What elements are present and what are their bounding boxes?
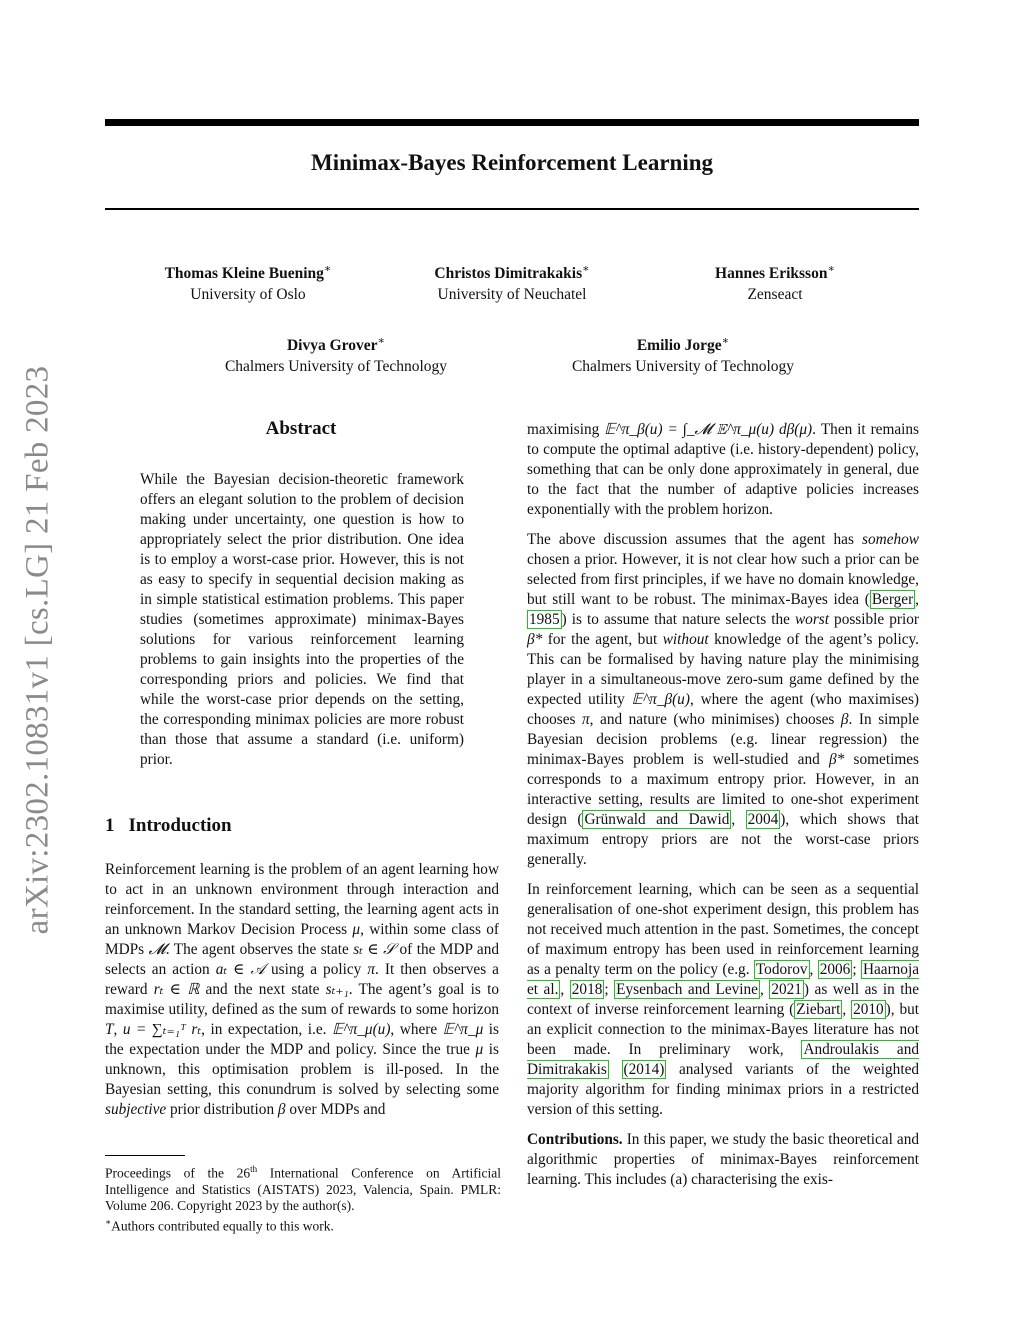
citation-year: (2014) [623,1061,665,1078]
paper-title: Minimax-Bayes Reinforcement Learning [310,150,714,175]
math-mdp-class: 𝓜 [148,941,166,958]
citation-link[interactable] [769,980,804,999]
text-run: , where the agent (who maximises) chooses [527,691,919,728]
citation-author: Todorov [755,961,808,978]
text-run: , and nature (who minimises) chooses [589,711,841,728]
citation-link[interactable] [570,980,605,999]
footnote-text: Proceedings of the 26 [105,1165,251,1181]
arxiv-stamp [5,355,71,945]
text-run: , in expectation, i.e. [201,1021,332,1038]
math-expected-utility: 𝔼^π_β(u) [631,691,690,708]
text-run: , [842,1001,852,1018]
author-affiliation: Chalmers University of Technology [571,358,795,375]
equal-contribution-mark: ∗ [721,334,730,347]
text-run: , [915,591,919,608]
text-run: , [759,981,770,998]
section-number: 1 [105,815,115,836]
text-run: ) is to assume that nature selects the [561,611,795,628]
math-bayes-utility: 𝔼^π_β(u) = ∫_𝓜 𝔼^π_μ(u) dβ(μ) [604,421,813,438]
text-run: , [731,811,746,828]
emphasis: without [662,631,709,648]
text-run: of the MDP and selects an action [105,941,499,978]
math-policy: π [367,961,375,978]
text-run: over MDPs and [285,1101,386,1118]
footnote [105,1161,501,1234]
math-worst-prior: β* [829,751,845,768]
abstract-heading: Abstract [265,418,337,439]
math-mu: μ [475,1041,484,1058]
math-next-state: sₜ₊₁ [325,981,349,998]
equal-contribution-mark: ∗ [582,262,590,275]
citation-link[interactable] [794,1000,842,1019]
author-name: Divya Grover [286,337,378,354]
citation-year: 2018 [571,981,603,998]
emphasis: subjective [105,1101,167,1118]
text-run: for the agent, but [542,631,663,648]
math-prior: β [277,1101,286,1118]
text-run: sometimes corresponds to a maximum entropy prior. However, in an interactive setting, results are limited to one-shot experiment design ( [527,751,919,828]
equal-contribution-mark: ∗ [323,262,332,275]
text-run: ), but an explicit connection to the minimax-Bayes literature has not been made. In preliminary work, [527,1001,919,1058]
text-run: knowledge of the agent’s policy. This can be formalised by having nature play the minimising player in a simultaneous-move zero-sum game defined by the expected utility [527,631,919,708]
paragraph [527,420,919,520]
footnote-text: International Conference on Artificial Intelligence and Statistics (AISTATS) 2023, Valencia, Spain. PMLR: Volume 206. Copyright 2023 by the author(s). [105,1165,501,1213]
author-name: Hannes Eriksson [715,265,828,282]
equal-contribution-mark: ∗ [827,262,835,275]
math-worst-prior: β* [527,631,543,648]
text-run: , where [390,1021,443,1038]
text-run: Reinforcement learning is the problem of an agent learning how to act in an unknown environment through interaction and reinforcement. In the standard setting, the learning agent acts in an unknown Markov Decision Process [105,861,499,938]
citation-author: Grünwald and Dawid [584,811,730,828]
text-run: chosen a prior. However, it is not clear how such a prior can be selected from first principles, if we have no domain knowledge, but still want to be robust. The minimax-Bayes idea ( [527,551,919,608]
citation-link[interactable] [818,960,853,979]
emphasis: worst [794,611,829,628]
citation-author: Androulakis and Dimitrakakis [527,1041,919,1078]
author-block [196,335,476,377]
math-utility: u = ∑ₜ₌₁ᵀ rₜ [122,1021,202,1038]
text-run: . The agent observes the state [165,941,354,958]
math-reward: rₜ ∈ ℝ [153,981,200,998]
citation-author: Berger [871,591,914,608]
author-name: Emilio Jorge [636,337,722,354]
text-run: In this paper, we study the basic theoretical and algorithmic properties of minimax-Bayes reinforcement learning. This includes (a) characterising the exis- [527,1131,919,1188]
text-run: In reinforcement learning, which can be seen as a sequential generalisation of one-shot experiment design, this problem has not received much attention in the past. Sometimes, the concept of maximum entropy has been used in reinforcement learning as a penalty term on the policy (e.g. [527,881,919,978]
text-run: possible prior [828,611,919,628]
citation-link[interactable] [746,810,781,829]
author-block [130,263,366,305]
math-prior: β [840,711,849,728]
citation-author: Eysenbach and Levine [616,981,758,998]
math-action: aₜ ∈ 𝒜 [215,961,265,978]
paragraph [527,530,919,870]
citation-link[interactable] [754,960,810,979]
math-mu: μ [352,921,361,938]
author-affiliation: Chalmers University of Technology [224,358,448,375]
citation-link[interactable] [582,810,731,829]
citation-year: 2021 [771,981,802,998]
emphasis: somehow [862,531,919,548]
footnote-mark: ∗ [105,1216,112,1227]
author-name: Christos Dimitrakakis [434,265,583,282]
citation-link[interactable] [851,1000,886,1019]
text-run: is unknown, this optimisation problem is ill-posed. In the Bayesian setting, this conundrum is solved by selecting some [105,1041,499,1098]
citation-link[interactable] [527,610,562,629]
citation-author: Haarnoja et al. [527,961,919,998]
text-run: prior distribution [166,1101,278,1118]
text-run: . In simple Bayesian decision problems (e.g. linear regression) the minimax-Bayes problem is well-studied and [527,711,919,768]
paragraph-heading: Contributions. [527,1131,623,1148]
text-run: ; [604,981,615,998]
text-run: ) as well as in the context of inverse reinforcement learning ( [527,981,919,1018]
text-run: . The agent’s goal is to maximise utility, defined as the sum of rewards to some horizon [105,981,499,1018]
author-block [394,263,630,305]
text-run: , within some class of MDPs [105,921,499,958]
author-affiliation: University of Neuchatel [437,286,587,303]
text-run: and the next state [199,981,326,998]
math-expected-utility: 𝔼^π_μ(u) [331,1021,391,1038]
text-run: ; [852,961,861,978]
citation-link[interactable] [614,980,760,999]
author-block [543,335,823,377]
math-state: sₜ ∈ 𝒮 [353,941,396,958]
right-column [527,420,919,1200]
title-bottom-rule [105,208,919,210]
citation-year: 1985 [529,611,560,628]
text-run: is the expectation under the MDP and policy. Since the true [105,1021,500,1058]
section-title: Introduction [128,815,232,836]
arxiv-stamp-text: arXiv:2302.10831v1 [cs.LG] 21 Feb 2023 [19,365,56,935]
text-run: . Then it remains to compute the optimal adaptive (i.e. history-dependent) policy, something that can be only done approximately in general, due to the fact that the number of adaptive policies increases exponentially with the problem horizon. [527,421,920,518]
citation-year: 2010 [853,1001,884,1018]
equal-contribution-mark: ∗ [377,334,386,347]
title-top-rule [105,119,919,126]
paragraph [527,880,919,1120]
text-run: , [560,981,570,998]
citation-link[interactable] [622,1060,667,1079]
text-run: ), which shows that maximum entropy priors are not the worst-case priors generally. [527,811,920,868]
citation-year: 2004 [747,811,779,828]
text-run: maximising [527,421,605,438]
author-name: Thomas Kleine Buening [164,265,324,282]
math-policy: π [581,711,590,728]
footnote-sup: th [250,1164,258,1174]
citation-author: Ziebart [796,1001,841,1018]
paragraph [527,1130,919,1190]
citation-link[interactable] [870,590,915,609]
math-expectation: 𝔼^π_μ [442,1021,484,1038]
text-run: . It then observes a reward [105,961,499,998]
author-block [657,263,893,305]
text-run: , [809,961,818,978]
text-run: The above discussion assumes that the agent has [527,531,863,548]
author-affiliation: University of Oslo [190,286,306,303]
text-run: using a policy [265,961,368,978]
text-run: analysed variants of the weighted majority algorithm for finding minimax priors in a restricted version of this setting. [527,1061,920,1118]
intro-paragraph: Reinforcement learning is the problem of an agent learning how to act in an unknown environment through interaction and reinforcement. In the standard setting, the learning agent acts in an unknown Markov Decision Process μ, within some class of MDPs 𝓜. The agent observes the state sₜ ∈ 𝒮 of the MDP and selects an action aₜ ∈ 𝒜 using a policy π. It then observes a reward rₜ ∈ ℝ and the next state sₜ₊₁. The agent’s goal is to maximise utility, defined as the sum of rewards to some horizon T, u = ∑ₜ₌₁ᵀ rₜ, in expectation, i.e. 𝔼^π_μ(u), where 𝔼^π_μ is the expectation under the MDP and policy. Since the true μ is unknown, this optimisation problem is ill-posed. In the Bayesian setting, this conundrum is solved by selecting some subjective prior distribution β over MDPs and [105,861,500,1118]
citation-year: 2006 [819,961,851,978]
footnote-text: Authors contributed equally to this work. [111,1218,334,1233]
footnote-rule [105,1155,185,1156]
section-heading [105,815,232,837]
text-run [609,1061,622,1078]
math-horizon: T [105,1021,114,1038]
author-affiliation: Zenseact [747,286,803,303]
abstract-text: While the Bayesian decision-theoretic framework offers an elegant solution to the problem of decision making under uncertainty, one question is how to appropriately select the prior distribution. One idea is to employ a worst-case prior. However, this is not as easy to specify in sequential decision making as in simple statistical estimation problems. This paper studies (sometimes approximate) minimax-Bayes solutions for various reinforcement learning problems to gain insights into the properties of the corresponding priors and policies. We find that while the worst-case prior depends on the setting, the corresponding minimax policies are more robust than those that assume a standard (i.e. uniform) prior. [140,471,464,768]
